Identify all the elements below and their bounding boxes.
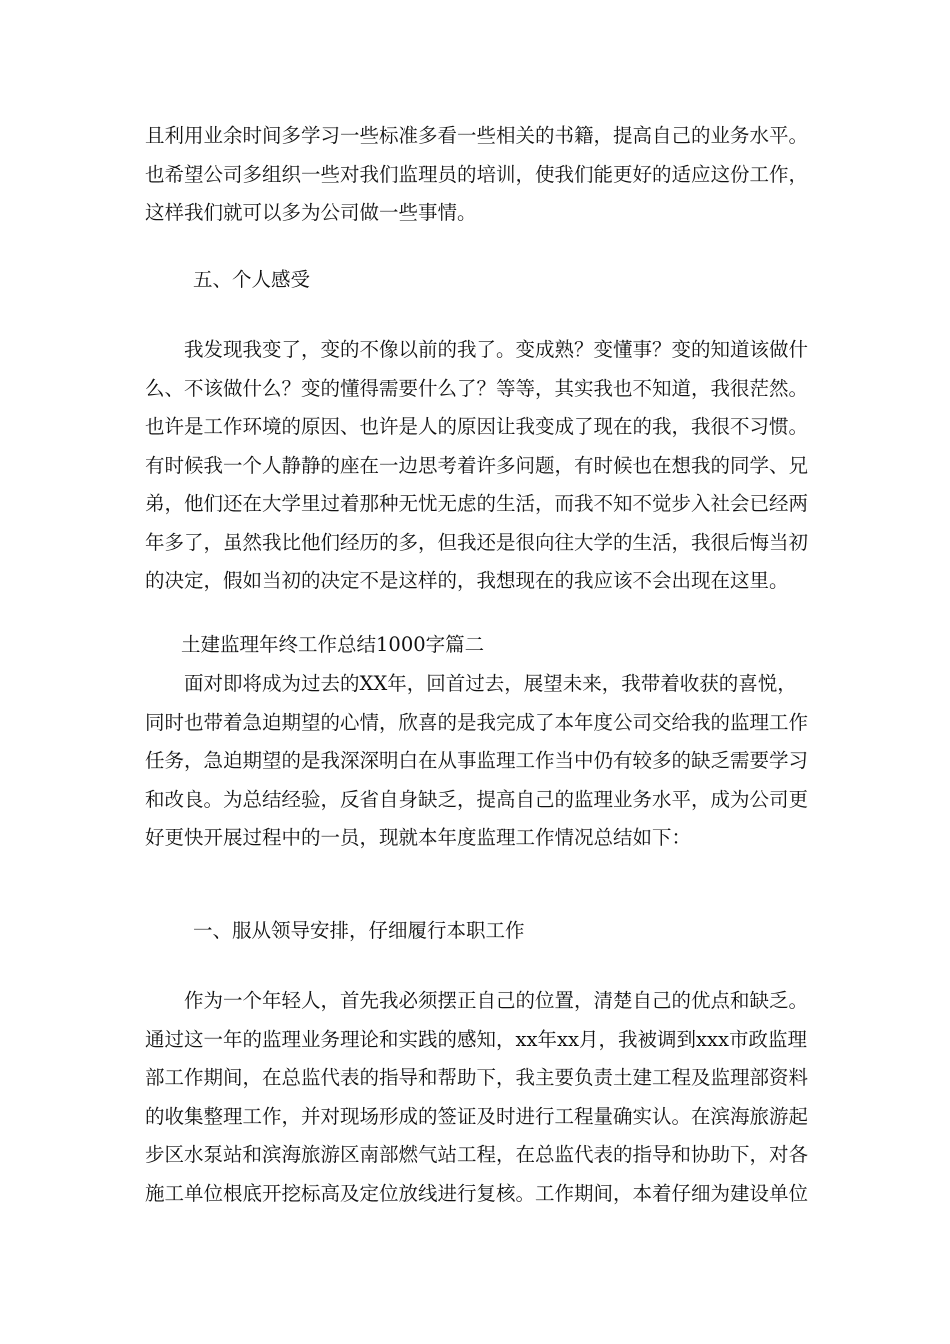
paragraph-continued: 且利用业余时间多学习一些标准多看一些相关的书籍，提高自己的业务水平。 也希望公司多组织一些对我们监理员的培训，使我们能更好的适应这份工作， 这样我们就可以多为公司做一些事情。 [145,124,809,224]
paragraph-work-duties: 作为一个年轻人，首先我必须摆正自己的位置，清楚自己的优点和缺乏。 通过这一年的监理业务理论和实践的感知，xx年xx月，我被调到xxx市政监理 部工作期间，在总监代表的指导和帮助下，我主要负责土建工程及监理部资料 的收集整理工作，并对现场形成的签证及时进行工程量确实认。在滨海旅游起 步区水泵站和滨海旅游区南部燃气站工程，在总监代表的指导和协助下，对各 施工单位根底开挖标高及定位放线进行复核。工作期间，本着仔细为建设单位 [145,989,809,1205]
paragraph-introduction: 面对即将成为过去的XX年，回首过去，展望未来，我带着收获的喜悦， 同时也带着急迫期望的心情，欣喜的是我完成了本年度公司交给我的监理工作 任务，急迫期望的是我深深明白在从事监理工作当中仍有较多的缺乏需要学习 和改良。为总结经验，反省自身缺乏，提高自己的监理业务水平，成为公司更 好更快开展过程中的一员，现就本年度监理工作情况总结如下： [145,672,809,849]
section-heading-personal-feelings: 五、个人感受 [193,268,311,291]
paragraph-personal-feelings: 我发现我变了，变的不像以前的我了。变成熟？变懂事？变的知道该做什 么、不该做什么？变的懂得需要什么了？等等，其实我也不知道，我很茫然。 也许是工作环境的原因、也许是人的原因让我变成了现在的我，我很不习惯。 有时候我一个人静静的座在一边思考着许多问题，有时候也在想我的同学、兄 弟，他们还在大学里过着那种无忧无虑的生活，而我不知不觉步入社会已经两 年多了，虽然我比他们经历的多，但我还是很向往大学的生活，我很后悔当初 的决定，假如当初的决定不是这样的，我想现在的我应该不会出现在这里。 [145,338,809,592]
article-title-part-two: 土建监理年终工作总结1000字篇二 [181,633,485,656]
section-heading-duties: 一、服从领导安排，仔细履行本职工作 [193,919,525,942]
